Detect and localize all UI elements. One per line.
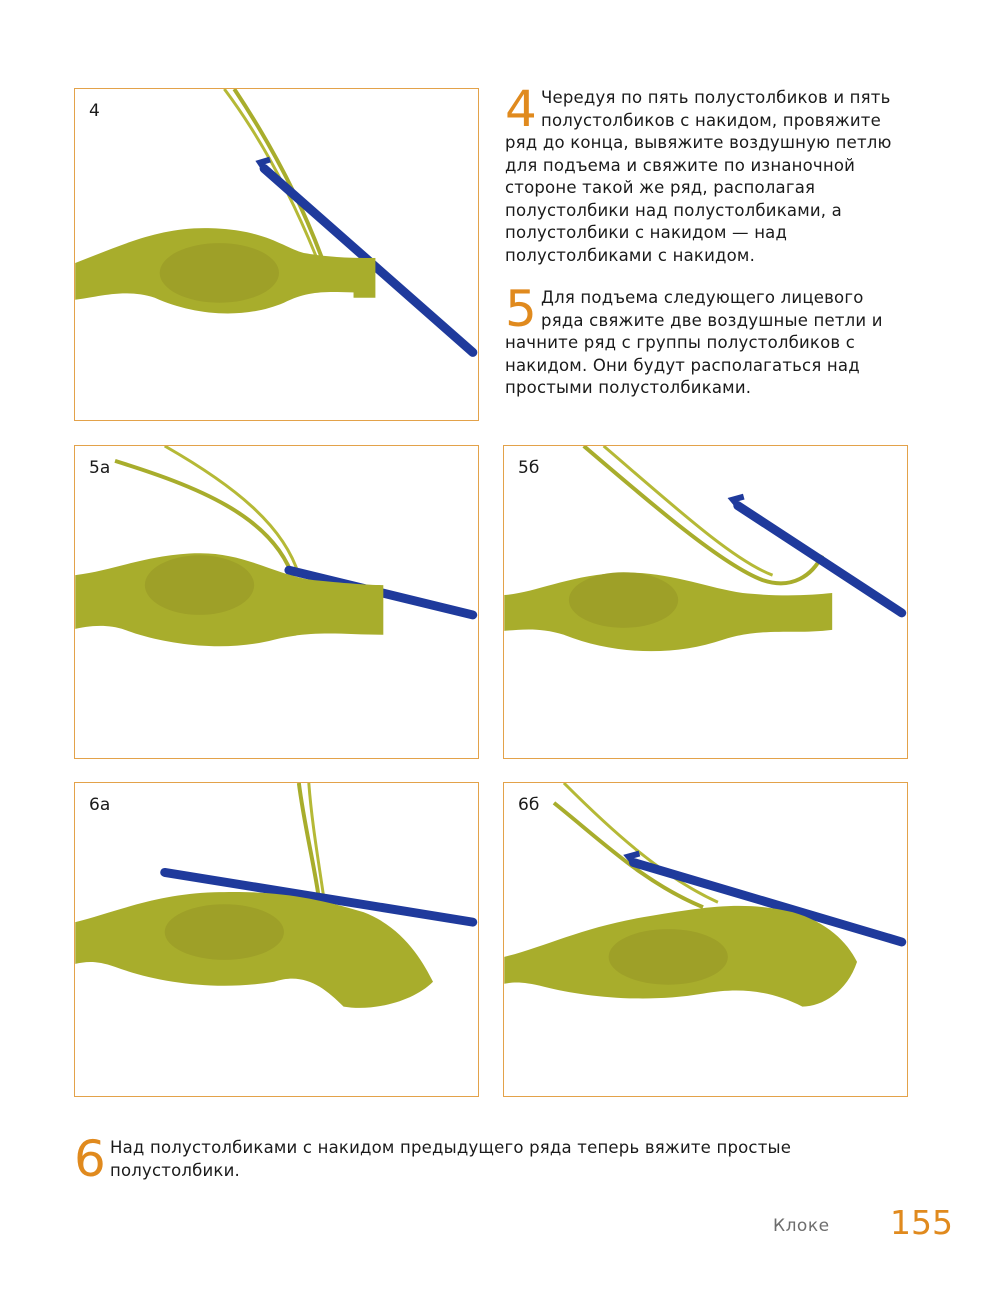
step-description: Для подъема следующего лицевого ряда свяжите две воздушные петли и начните ряд с группы полустолбиков с накидом. Они будут располагаться над простыми полустолбиками.: [505, 288, 883, 397]
photo-step-5b: [503, 445, 908, 759]
step-4-text: [505, 80, 910, 267]
photo-step-6b: [503, 782, 908, 1097]
photo-step-4: [74, 88, 479, 421]
photo-step-6a: [74, 782, 479, 1097]
step-number: 5: [505, 280, 538, 338]
step-5-text: [505, 280, 905, 400]
crochet-swatch-image: [504, 783, 907, 1096]
photo-label: 6а: [89, 795, 111, 815]
crochet-swatch-image: [504, 446, 907, 758]
page-number: 155: [890, 1203, 953, 1242]
step-6-text: [74, 1130, 904, 1188]
photo-label: 4: [89, 101, 100, 121]
step-description: Чередуя по пять полустолбиков и пять полустолбиков с накидом, провяжите ряд до конца, вывяжите воздушную петлю для подъема и свяжите по изнаночной стороне такой же ряд, располагая полустолбики над полустолбиками, а полустолбики с накидом — над полустолбиками с накидом.: [505, 88, 892, 265]
crochet-swatch-image: [75, 89, 478, 420]
step-number: 6: [74, 1130, 107, 1188]
photo-label: 5б: [518, 458, 540, 478]
chapter-title: Клоке: [773, 1216, 830, 1236]
step-description: Над полустолбиками с накидом предыдущего ряда теперь вяжите простые полустолбики.: [110, 1138, 792, 1180]
photo-label: 5а: [89, 458, 111, 478]
photo-label: 6б: [518, 795, 540, 815]
crochet-swatch-image: [75, 783, 478, 1096]
crochet-swatch-image: [75, 446, 478, 758]
step-number: 4: [505, 80, 538, 138]
photo-step-5a: [74, 445, 479, 759]
